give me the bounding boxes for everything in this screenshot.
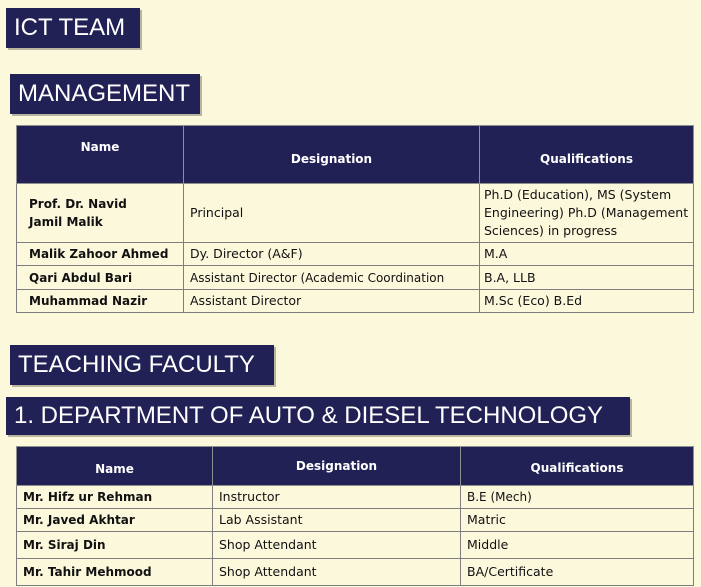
cell-name: Mr. Hifz ur Rehman xyxy=(17,486,213,509)
header-qualifications: Qualifications xyxy=(480,126,694,184)
cell-designation: Assistant Director (Academic Coordination xyxy=(184,266,480,290)
cell-qualifications: M.A xyxy=(480,243,694,266)
table-row xyxy=(17,290,694,313)
table-row xyxy=(17,559,694,586)
cell-qualifications: B.A, LLB xyxy=(480,266,694,290)
cell-name: Mr. Siraj Din xyxy=(17,532,213,559)
management-heading: MANAGEMENT xyxy=(10,74,200,114)
teaching-faculty-heading: TEACHING FACULTY xyxy=(10,345,274,385)
cell-designation: Shop Attendant xyxy=(213,532,461,559)
cell-qualifications: BA/Certificate xyxy=(461,559,694,586)
cell-name: Mr. Tahir Mehmood xyxy=(17,559,213,586)
cell-designation: Assistant Director xyxy=(184,290,480,313)
cell-qualifications: Middle xyxy=(461,532,694,559)
ict-team-heading: ICT TEAM xyxy=(6,8,140,48)
cell-designation: Principal xyxy=(184,184,480,243)
table-header-row xyxy=(17,447,694,486)
table-row xyxy=(17,486,694,509)
table-row xyxy=(17,532,694,559)
faculty-table xyxy=(16,446,694,586)
cell-qualifications: M.Sc (Eco) B.Ed xyxy=(480,290,694,313)
table-row xyxy=(17,243,694,266)
cell-name: Qari Abdul Bari xyxy=(17,266,184,290)
header-name: Name xyxy=(17,447,213,486)
cell-designation: Dy. Director (A&F) xyxy=(184,243,480,266)
table-row xyxy=(17,509,694,532)
cell-qualifications: Matric xyxy=(461,509,694,532)
cell-qualifications: B.E (Mech) xyxy=(461,486,694,509)
cell-name: Mr. Javed Akhtar xyxy=(17,509,213,532)
cell-designation: Shop Attendant xyxy=(213,559,461,586)
cell-designation: Lab Assistant xyxy=(213,509,461,532)
cell-name: Muhammad Nazir xyxy=(17,290,184,313)
table-row xyxy=(17,184,694,243)
cell-name: Prof. Dr. Navid Jamil Malik xyxy=(17,184,184,243)
cell-name: Malik Zahoor Ahmed xyxy=(17,243,184,266)
header-name: Name xyxy=(17,126,184,184)
cell-designation: Instructor xyxy=(213,486,461,509)
cell-qualifications: Ph.D (Education), MS (System Engineering) Ph.D (Management Sciences) in progress xyxy=(480,184,694,243)
header-qualifications: Qualifications xyxy=(461,447,694,486)
header-designation: Designation xyxy=(184,126,480,184)
header-designation: Designation xyxy=(213,447,461,486)
table-row xyxy=(17,266,694,290)
table-header-row xyxy=(17,126,694,184)
department-heading: 1. DEPARTMENT OF AUTO & DIESEL TECHNOLOGY xyxy=(6,397,630,435)
management-table xyxy=(16,125,694,313)
